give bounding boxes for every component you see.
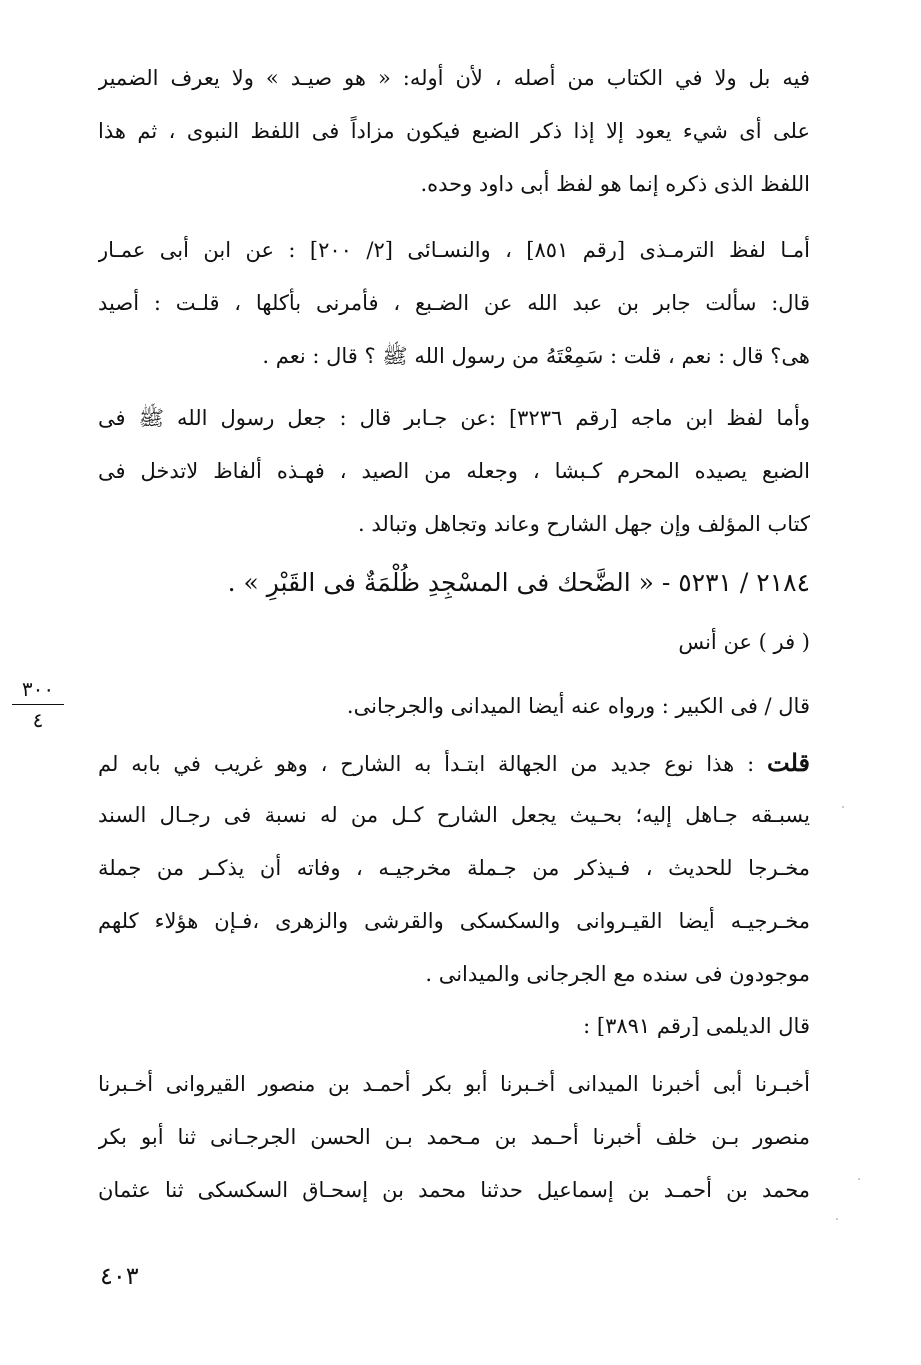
scan-speck <box>836 1218 838 1220</box>
text-line: موجودون فى سنده مع الجرجانى والميدانى . <box>425 962 810 986</box>
text-line: مخـرجا للحديث ، فـيذكر من جـملة مخرجيـه ، وفاته أن يذكـر من جملة <box>98 856 810 880</box>
text-line: كتاب المؤلف وإن جهل الشارح وعاند وتجاهل وتبالد . <box>358 512 810 536</box>
text-line: الضبع يصيده المحرم كـبشا ، وجعله من الصيد ، فهـذه ألفاظ لاتدخل فى <box>98 459 810 483</box>
qult-first-line-text: : هذا نوع جديد من الجهالة ابتـدأ به الشارح ، وهو غريب في بابه لم <box>98 752 768 776</box>
text-line: يسبـقه جـاهل إليه؛ بحـيث يجعل الشارح كـل من له نسبة فى رجـال السند <box>98 803 810 827</box>
qult-paragraph <box>98 736 810 1001</box>
text-line: وأما لفظ ابن ماجه [رقم ٣٢٣٦] :عن جـابر قال : جعل رسول الله ﷺ فى <box>98 406 810 430</box>
margin-reference-bottom: ٤ <box>32 708 44 732</box>
daylami-block <box>98 1000 810 1053</box>
qult-first-line <box>98 736 810 789</box>
kabir-block <box>98 680 810 733</box>
text-line: مخـرجيـه أيضا القيـروانى والسكسكى والقرشى والزهرى ،فـإن هؤلاء كلهم <box>98 909 810 933</box>
text-line: فيه بل ولا في الكتاب من أصله ، لأن أوله: « هو صيـد » ولا يعرف الضمير <box>98 66 810 90</box>
paragraph-1 <box>98 52 810 211</box>
text-line: هى؟ قال : نعم ، قلت : سَمِعْتَهُ من رسول الله ﷺ ؟ قال : نعم . <box>262 344 810 368</box>
margin-reference-top: ٣٠٠ <box>21 677 55 701</box>
margin-reference <box>8 676 68 733</box>
paragraph-2 <box>98 224 810 383</box>
text-line: أخبـرنا أبى أخبرنا الميدانى أخـبرنا أبو بكر أحمـد بن منصور القيروانى أخـبرنا <box>98 1072 810 1096</box>
paragraph-3 <box>98 392 810 551</box>
margin-reference-rule <box>12 704 64 705</box>
text-line: على أى شيء يعود إلا إذا ذكر الضبع فيكون مزاداً فى اللفظ النبوى ، ثم هذا <box>98 119 810 143</box>
hadith-heading: ٢١٨٤ / ٥٢٣١ - « الضَّحك فى المسْجِدِ ظُلْمَةٌ فى القَبْرِ » . <box>227 568 810 597</box>
text-line: قال: سألت جابر بن عبد الله عن الضـبع ، فأمرنى بأكلها ، قلـت : أصيد <box>98 291 810 315</box>
scan-speck <box>858 1178 860 1180</box>
daylami-line: قال الديلمى [رقم ٣٨٩١] : <box>583 1014 810 1038</box>
qult-label: قلت <box>767 748 810 777</box>
source-line: ( فر ) عن أنس <box>678 630 810 654</box>
text-line: منصور بـن خلف أخبرنا أحـمد بن مـحمد بـن الحسن الجرجـانى ثنا أبو بكر <box>98 1125 810 1149</box>
scan-speck <box>842 806 844 808</box>
source-block <box>98 616 810 669</box>
text-line: محمد بن أحمـد بن إسماعيل حدثنا محمد بن إسحـاق السكسكى ثنا عثمان <box>98 1178 810 1202</box>
kabir-line: قال / فى الكبير : ورواه عنه أيضا الميدانى والجرجانى. <box>346 694 810 718</box>
text-line: اللفظ الذى ذكره إنما هو لفظ أبى داود وحده. <box>420 172 810 196</box>
isnad-paragraph <box>98 1058 810 1217</box>
hadith-heading-block <box>98 556 810 609</box>
page-number: ٤٠٣ <box>100 1262 139 1290</box>
text-line: أمـا لفظ الترمـذى [رقم ٨٥١] ، والنسـائى [٢/ ٢٠٠] : عن ابن أبى عمـار <box>98 238 810 262</box>
